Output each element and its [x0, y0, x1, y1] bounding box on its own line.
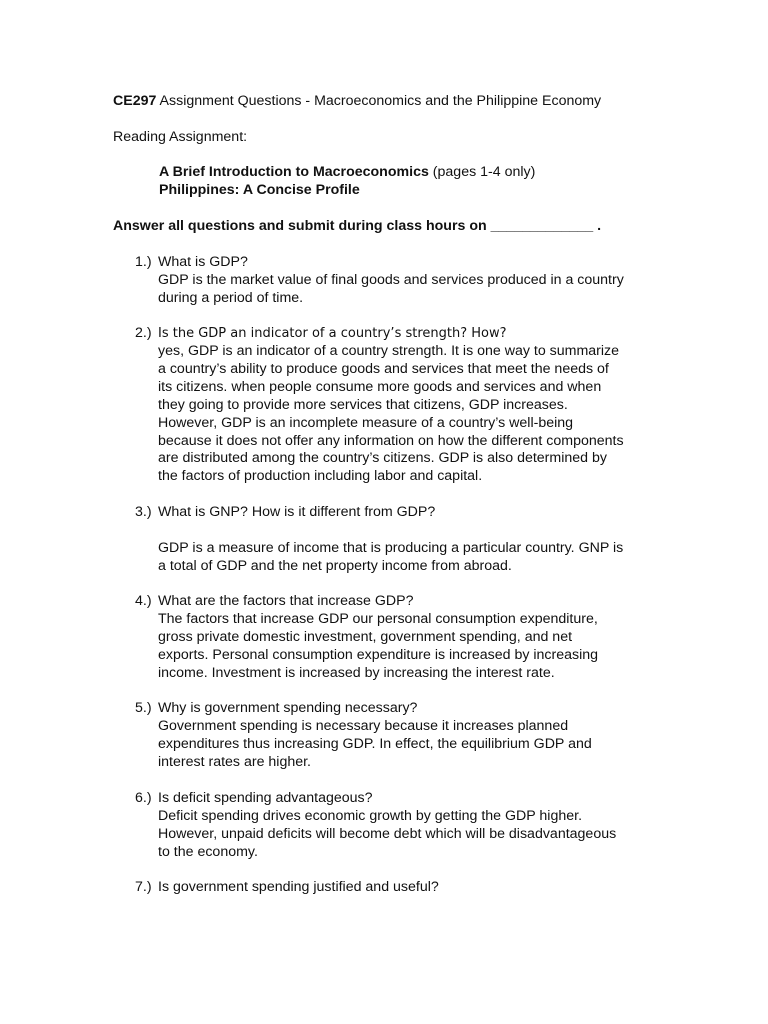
question-number: 6.) — [135, 790, 152, 806]
reading-item-1 — [159, 164, 535, 182]
question-text: Is deficit spending advantageous? — [158, 790, 373, 806]
question-5 — [135, 700, 418, 718]
question-number: 1.) — [135, 254, 152, 270]
answer-line: Deficit spending drives economic growth by getting the GDP higher. — [158, 808, 583, 824]
reading-item-1-note: (pages 1-4 only) — [428, 164, 536, 180]
reading-item-1-title: A Brief Introduction to Macroeconomics — [159, 164, 429, 180]
question-number: 5.) — [135, 700, 152, 716]
answer-5 — [158, 718, 718, 772]
answer-line: because it does not offer any information on how the different components — [158, 432, 624, 449]
question-text: What are the factors that increase GDP? — [158, 593, 414, 609]
question-6 — [135, 790, 373, 808]
answer-line: a total of GDP and the net property income from abroad. — [158, 557, 512, 574]
answer-line: The factors that increase GDP our personal consumption expenditure, — [158, 611, 598, 627]
question-number: 7.) — [135, 879, 152, 895]
question-7 — [135, 879, 439, 897]
title-text: Assignment Questions - Macroeconomics and the Philippine Economy — [156, 93, 602, 109]
question-3 — [135, 504, 436, 522]
answer-line: during a period of time. — [158, 289, 304, 306]
answer-line: its citizens. when people consume more goods and services and when — [158, 378, 602, 395]
question-2 — [135, 325, 507, 343]
answer-line: gross private domestic investment, government spending, and net — [158, 628, 573, 645]
question-text: Why is government spending necessary? — [158, 700, 418, 716]
answer-line: GDP is the market value of final goods and services produced in a country — [158, 272, 624, 288]
question-number: 2.) — [135, 325, 152, 341]
question-4 — [135, 593, 414, 611]
question-1 — [135, 254, 248, 272]
reading-item-2-title: Philippines: A Concise Profile — [159, 182, 360, 198]
answer-line: they going to provide more services that citizens, GDP increases. — [158, 396, 568, 413]
document-title — [113, 93, 601, 111]
answer-3 — [158, 540, 718, 576]
question-text: What is GNP? How is it different from GDP? — [158, 504, 436, 520]
answer-line: However, unpaid deficits will become debt which will be disadvantageous — [158, 825, 617, 842]
question-number: 3.) — [135, 504, 152, 520]
answer-line: expenditures thus increasing GDP. In effect, the equilibrium GDP and — [158, 735, 592, 752]
answer-1 — [158, 272, 718, 308]
question-number: 4.) — [135, 593, 152, 609]
course-code: CE297 — [113, 93, 157, 109]
submission-instruction: Answer all questions and submit during class hours on _____________ . — [113, 218, 602, 234]
answer-2 — [158, 343, 718, 486]
answer-4 — [158, 611, 718, 683]
reading-assignment-label: Reading Assignment: — [113, 129, 248, 145]
answer-line: a country’s ability to produce goods and services that meet the needs of — [158, 360, 609, 377]
answer-line: Government spending is necessary because it increases planned — [158, 718, 569, 734]
answer-line: However, GDP is an incomplete measure of a country’s well-being — [158, 414, 574, 431]
answer-line: yes, GDP is an indicator of a country strength. It is one way to summarize — [158, 343, 620, 359]
answer-line: the factors of production including labor and capital. — [158, 468, 483, 485]
reading-item-2 — [159, 182, 360, 200]
answer-line: exports. Personal consumption expenditure is increased by increasing — [158, 646, 599, 663]
question-text: Is the GDP an indicator of a country’s strength? How? — [158, 326, 507, 341]
question-text: Is government spending justified and useful? — [158, 879, 439, 895]
answer-line: income. Investment is increased by increasing the interest rate. — [158, 664, 555, 681]
answer-6 — [158, 808, 718, 862]
question-text: What is GDP? — [158, 254, 248, 270]
answer-line: interest rates are higher. — [158, 753, 311, 770]
answer-line: to the economy. — [158, 843, 258, 860]
answer-line: GDP is a measure of income that is producing a particular country. GNP is — [158, 540, 624, 556]
answer-line: are distributed among the country’s citizens. GDP is also determined by — [158, 450, 607, 467]
